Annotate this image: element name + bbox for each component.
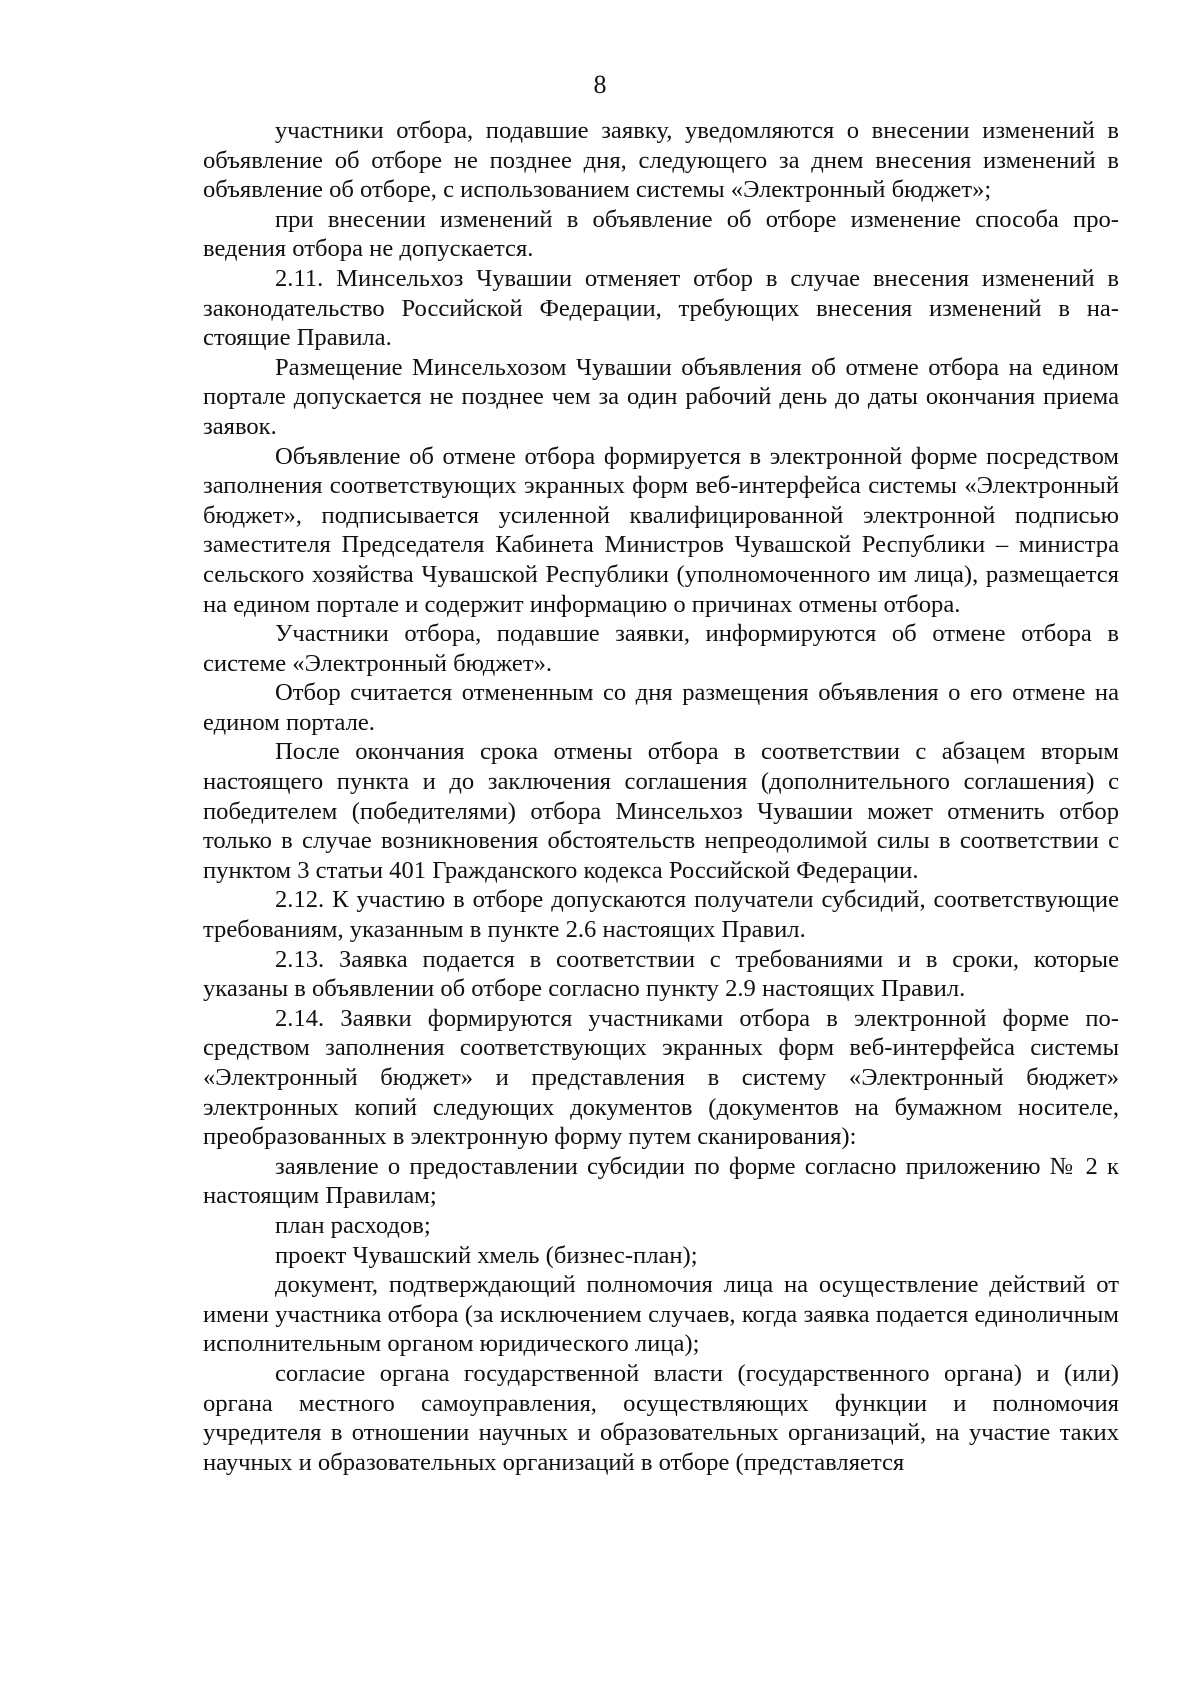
paragraph-2-11: 2.11. Минсельхоз Чувашии отменяет отбор в случае внесения изменений в законодательство Российской Федерации, требующих внесения изменений в настоящие Правила. [203, 264, 1119, 352]
paragraph-2-14: 2.14. Заявки формируются участниками отбора в электронной форме посредством заполнения соответствующих экранных форм веб-интерфейса системы «Электронный бюджет» и представления в систему «Электронный бюджет» электронных копий следующих документов (документов на бумажном носителе, преобразованных в электронную форму путем сканирования): [203, 1004, 1119, 1151]
paragraph-method-change-forbidden: при внесении изменений в объявление об отборе изменение способа проведения отбора не допускается. [203, 205, 1119, 263]
list-item-application-statement: заявление о предоставлении субсидии по форме согласно приложению № 2 к настоящим Правилам; [203, 1152, 1119, 1210]
paragraph-cancellation-placement: Размещение Минсельхозом Чувашии объявления об отмене отбора на едином портале допускается не позднее чем за один рабочий день до даты окончания приема заявок. [203, 353, 1119, 440]
list-item-founder-consent: согласие органа государственной власти (государственного органа) и (или) органа местного самоуправления, осуществляющих функции и полномочия учредителя в отношении научных и образовательных организаций, на участие таких научных и образовательных организаций в отборе (представляется [203, 1359, 1119, 1476]
paragraph-selection-cancelled: Отбор считается отмененным со дня размещения объявления о его отмене на едином портале. [203, 679, 1119, 736]
paragraph-cancellation-notice-form: Объявление об отмене отбора формируется в электронной форме посредством заполнения соответствующих экранных форм веб-интерфейса системы «Электронный бюджет», подписывается усиленной квалифицированной электронной подписью заместителя Председателя Кабинета Министров Чувашской Республики – министра сельского хозяйства Чувашской Республики (уполномоченного им лица), размещается на едином портале и содержит информацию о причинах отмены отбора. [203, 442, 1119, 618]
paragraph-2-13: 2.13. Заявка подается в соответствии с требованиями и в сроки, которые указаны в объявлении об отборе согласно пункту 2.9 настоящих Правил. [203, 945, 1119, 1003]
list-item-authority-document: документ, подтверждающий полномочия лица на осуществление действий от имени участника отбора (за исключением случаев, когда заявка подается единоличным исполнительным органом юридического лица); [203, 1271, 1119, 1358]
page-number: 8 [593, 70, 607, 99]
paragraph-participants-informed: Участники отбора, подавшие заявки, информируются об отмене отбора в системе «Электронный бюджет». [203, 620, 1119, 677]
paragraph-force-majeure: После окончания срока отмены отбора в соответствии с абзацем вторым настоящего пункта и до заключения соглашения (дополнительного соглашения) с победителем (победителями) отбора Минсельхоз Чувашии может отменить отбор только в случае возникновения обстоятельств непреодолимой силы в соответствии с пунктом 3 статьи 401 Гражданского кодекса Российской Федерации. [203, 738, 1119, 884]
document-body [203, 116, 1119, 1477]
list-item-expense-plan: план расходов; [275, 1211, 431, 1239]
paragraph-participants-notified: участники отбора, подавшие заявку, уведомляются о внесении изменений в объявление об отборе не позднее дня, следующего за днем внесения изменений в объявление об отборе, с использованием системы «Электронный бюджет»; [203, 117, 1119, 204]
paragraph-2-12: 2.12. К участию в отборе допускаются получатели субсидий, соответствующие требованиям, указанным в пункте 2.6 настоящих Правил. [203, 886, 1119, 944]
list-item-business-plan: проект Чувашский хмель (бизнес-план); [275, 1241, 698, 1269]
